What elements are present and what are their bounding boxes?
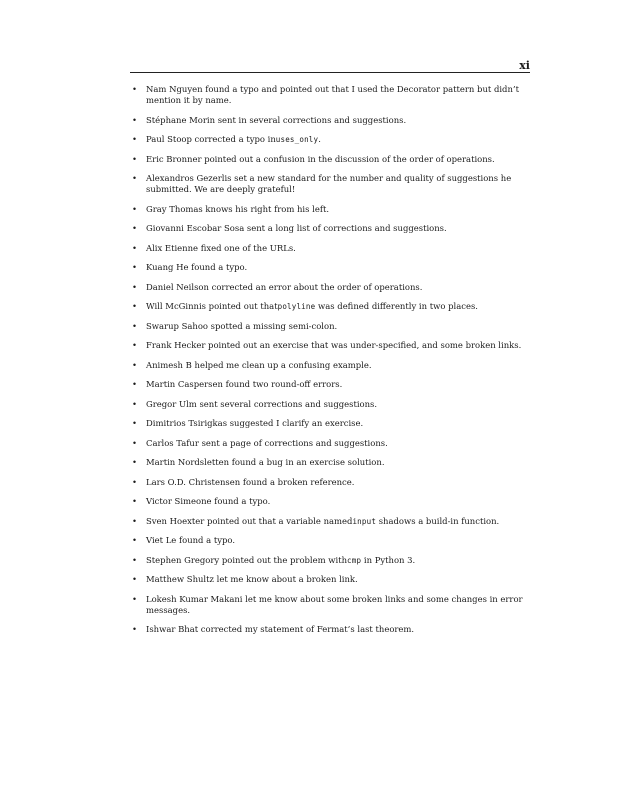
contributor-text: Frank Hecker pointed out an exercise that was under-specified, and some broken links. xyxy=(146,340,522,350)
bullet-icon: • xyxy=(132,320,137,331)
bullet-icon: • xyxy=(132,457,137,467)
contributor-text-tail: shadows a build-in function. xyxy=(376,515,500,526)
contributor-text: Viet Le found a typo. xyxy=(146,535,236,545)
contributor-text: Gregor Ulm sent several corrections and suggestions. xyxy=(146,398,378,409)
code-identifier: uses_only xyxy=(275,135,319,144)
bullet-icon: • xyxy=(132,535,137,545)
bullet-icon: • xyxy=(132,624,137,634)
contributor-text: Paul Stoop corrected a typo in xyxy=(146,134,276,144)
code-identifier: polyline xyxy=(277,302,316,311)
bullet-icon: • xyxy=(132,476,137,487)
list-item xyxy=(130,496,532,507)
list-item xyxy=(130,321,532,332)
contributor-text-tail: in Python 3. xyxy=(361,554,416,565)
contributor-text: Animesh B helped me clean up a confusing example. xyxy=(146,359,372,370)
contributor-text: Nam Nguyen found a typo and pointed out that I used the Decorator pattern but didn’t mention it by name. xyxy=(146,84,519,105)
list-item xyxy=(130,555,532,566)
contributor-text: Eric Bronner pointed out a confusion in the discussion of the order of operations. xyxy=(146,153,495,164)
list-item xyxy=(130,438,532,449)
list-item xyxy=(130,282,532,293)
bullet-icon: • xyxy=(132,593,137,604)
bullet-icon: • xyxy=(132,418,137,428)
list-item xyxy=(130,243,532,254)
contributor-text: Carlos Tafur sent a page of corrections and suggestions. xyxy=(146,437,388,448)
contributor-text: Will McGinnis pointed out that xyxy=(146,301,278,311)
list-item xyxy=(130,301,532,312)
contributor-text: Alexandros Gezerlis set a new standard for the number and quality of suggestions he submitted. We are deeply grateful! xyxy=(146,173,512,194)
bullet-icon: • xyxy=(132,262,137,272)
contributor-text: Lokesh Kumar Makani let me know about some broken links and some changes in error messages. xyxy=(146,593,523,615)
contributor-text: Martin Caspersen found two round-off errors. xyxy=(146,379,343,389)
contributor-text: Daniel Neilson corrected an error about the order of operations. xyxy=(146,281,423,292)
bullet-icon: • xyxy=(132,515,137,526)
bullet-icon: • xyxy=(132,223,137,233)
code-identifier: input xyxy=(352,516,377,526)
list-item xyxy=(130,516,532,527)
list-item xyxy=(130,340,532,351)
contributor-text: Ishwar Bhat corrected my statement of Fermat’s last theorem. xyxy=(146,624,415,634)
bullet-icon: • xyxy=(132,340,137,350)
code-identifier: cmp xyxy=(347,555,362,565)
bullet-icon: • xyxy=(132,134,137,144)
contributor-text: Stephen Gregory pointed out the problem with xyxy=(146,554,348,565)
list-item xyxy=(130,594,532,616)
bullet-icon: • xyxy=(132,153,137,164)
list-item xyxy=(130,84,532,106)
header-rule xyxy=(130,72,530,73)
bullet-icon: • xyxy=(132,398,137,409)
list-item xyxy=(130,399,532,410)
bullet-icon: • xyxy=(132,301,137,311)
contributor-text: Dimitrios Tsirigkas suggested I clarify an exercise. xyxy=(146,418,364,428)
bullet-icon: • xyxy=(132,242,137,253)
contributor-text: Matthew Shultz let me know about a broken link. xyxy=(146,574,358,584)
contributor-text-tail: . xyxy=(318,134,321,144)
page-number: xi xyxy=(519,59,530,72)
bullet-icon: • xyxy=(132,114,137,125)
list-item xyxy=(130,204,532,215)
bullet-icon: • xyxy=(132,173,137,183)
contributor-text: Kuang He found a typo. xyxy=(146,262,248,272)
list-item xyxy=(130,262,532,273)
list-item xyxy=(130,379,532,390)
list-item xyxy=(130,418,532,429)
list-item xyxy=(130,535,532,546)
contributor-text: Lars O.D. Christensen found a broken reference. xyxy=(146,476,355,487)
list-item xyxy=(130,457,532,468)
bullet-icon: • xyxy=(132,359,137,370)
list-item xyxy=(130,477,532,488)
contributors-list xyxy=(130,84,532,644)
contributor-text: Giovanni Escobar Sosa sent a long list of corrections and suggestions. xyxy=(146,223,447,233)
bullet-icon: • xyxy=(132,281,137,292)
list-item xyxy=(130,624,532,635)
list-item xyxy=(130,154,532,165)
list-item xyxy=(130,115,532,126)
list-item xyxy=(130,574,532,585)
contributor-text: Swarup Sahoo spotted a missing semi-colon. xyxy=(146,320,338,331)
list-item xyxy=(130,173,532,195)
list-item xyxy=(130,134,532,145)
bullet-icon: • xyxy=(132,379,137,389)
bullet-icon: • xyxy=(132,437,137,448)
bullet-icon: • xyxy=(132,203,137,214)
bullet-icon: • xyxy=(132,84,137,94)
bullet-icon: • xyxy=(132,554,137,565)
bullet-icon: • xyxy=(132,574,137,584)
contributor-text: Sven Hoexter pointed out that a variable named xyxy=(146,515,353,526)
list-item xyxy=(130,223,532,234)
contributor-text: Victor Simeone found a typo. xyxy=(146,496,271,506)
contributor-text: Martin Nordsletten found a bug in an exercise solution. xyxy=(146,457,385,467)
bullet-icon: • xyxy=(132,496,137,506)
list-item xyxy=(130,360,532,371)
contributor-text-tail: was defined differently in two places. xyxy=(315,301,478,311)
contributor-text: Gray Thomas knows his right from his left. xyxy=(146,203,330,214)
contributor-text: Stéphane Morin sent in several corrections and suggestions. xyxy=(146,114,407,125)
contributor-text: Alix Etienne fixed one of the URLs. xyxy=(146,242,296,253)
